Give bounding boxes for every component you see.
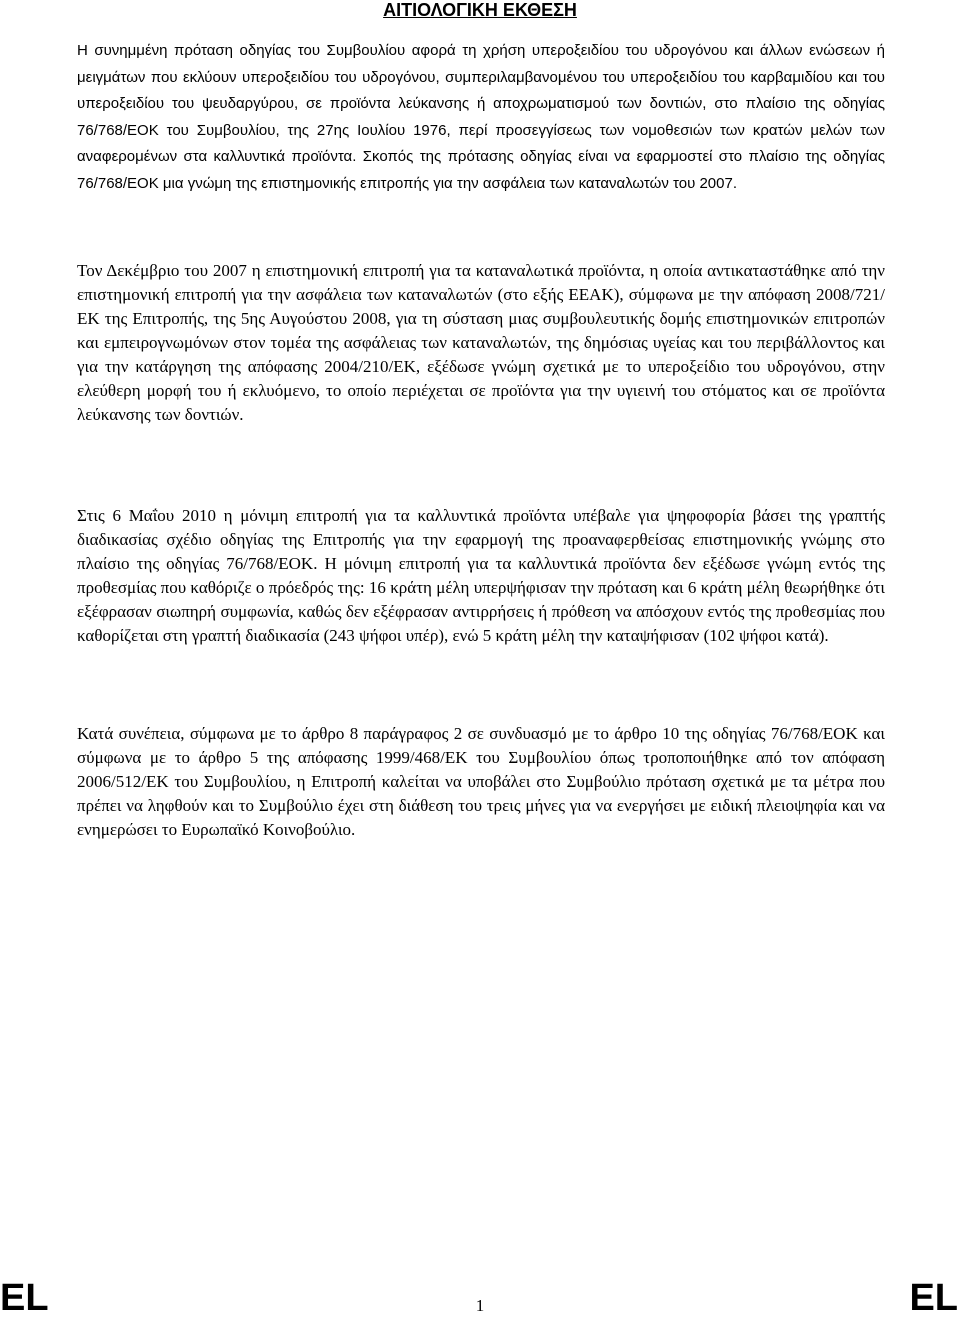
paragraph-introduction: Η συνημμένη πρόταση οδηγίας του Συμβουλίου αφορά τη χρήση υπεροξειδίου του υδρογόνου και άλλων ενώσεων ή μειγμάτων που εκλύουν υπεροξειδίου του υδρογόνου, συμπεριλαμβανομένου του υπεροξειδίου του καρβαμιδίου και του υπεροξειδίου του ψευδαργύρου, σε προϊόντα λεύκανσης ή αποχρωματισμού των δοντιών, στο πλαίσιο της οδηγίας 76/768/ΕΟΚ του Συμβουλίου, της 27ης Ιουλίου 1976, περί προσεγγίσεως των νομοθεσιών των κρατών μελών των αναφερομένων στα καλλυντικά προϊόντα. Σκοπός της πρότασης οδηγίας είναι να εφαρμοστεί στο πλαίσιο της οδηγίας 76/768/ΕΟΚ μια γνώμη της επιστημονικής επιτροπής για την ασφάλεια των καταναλωτών του 2007. (77, 42, 885, 192)
footer-language-left: EL (0, 1277, 49, 1319)
paragraph-committee-vote: Στις 6 Μαΐου 2010 η μόνιμη επιτροπή για τα καλλυντικά προϊόντα υπέβαλε για ψηφοφορία βάσει της γραπτής διαδικασίας σχέδιο οδηγίας της Επιτροπής για την εφαρμογή της προαναφερθείσας επιστημονικής γνώμης στο πλαίσιο της οδηγίας 76/768/ΕΟΚ. Η μόνιμη επιτροπή για τα καλλυντικά προϊόντα δεν εξέδωσε γνώμη εντός της προθεσμίας που καθόριζε ο πρόεδρός της: 16 κράτη μέλη υπερψήφισαν την πρόταση και 6 κράτη μέλη θεωρήθηκε ότι εξέφρασαν σιωπηρή συμφωνία, καθώς δεν εξέφρασαν αντιρρήσεις ή πρόθεση να απόσχουν εντός της προθεσμίας που καθορίζεται στη γραπτή διαδικασία (243 ψήφοι υπέρ), ενώ 5 κράτη μέλη την καταψήφισαν (102 ψήφοι κατά). (77, 506, 885, 645)
document-title: ΑΙΤΙΟΛΟΓΙΚΗ ΕΚΘΕΣΗ (383, 0, 577, 20)
page-number: 1 (475, 1296, 485, 1315)
paragraph-consequence: Κατά συνέπεια, σύμφωνα με το άρθρο 8 παράγραφος 2 σε συνδυασμό με το άρθρο 10 της οδηγίας 76/768/ΕΟΚ και σύμφωνα με το άρθρο 5 της απόφασης 1999/468/ΕΚ του Συμβουλίου όπως τροποποιήθηκε από τον απόφαση 2006/512/ΕΚ του Συμβουλίου, η Επιτροπή καλείται να υποβάλει στο Συμβούλιο πρόταση σχετικά με τα μέτρα που πρέπει να ληφθούν και το Συμβούλιο έχει στη διάθεση του τρεις μήνες για να ενεργήσει με ειδική πλειοψηφία και να ενημερώσει το Ευρωπαϊκό Κοινοβούλιο. (77, 724, 885, 839)
paragraph-scientific-opinion: Τον Δεκέμβριο του 2007 η επιστημονική επιτροπή για τα καταναλωτικά προϊόντα, η οποία αντικαταστάθηκε από την επιστημονική επιτροπή για την ασφάλεια των καταναλωτών (στο εξής ΕΕΑΚ), σύμφωνα με την απόφαση 2008/721/ΕΚ της Επιτροπής, της 5ης Αυγούστου 2008, για τη σύσταση μιας συμβουλευτικής δομής επιστημονικών επιτροπών και εμπειρογνωμόνων στον τομέα της ασφάλειας των καταναλωτών, της δημόσιας υγείας και του περιβάλλοντος και για την κατάργηση της απόφασης 2004/210/ΕΚ, εξέδωσε γνώμη σχετικά με το υπεροξείδιο του υδρογόνου, στην ελεύθερη μορφή του ή εκλυόμενο, το οποίο περιέχεται σε προϊόντα για την υγιεινή του στόματος και σε προϊόντα λεύκανσης των δοντιών. (77, 261, 885, 424)
footer-language-right: EL (909, 1277, 958, 1319)
